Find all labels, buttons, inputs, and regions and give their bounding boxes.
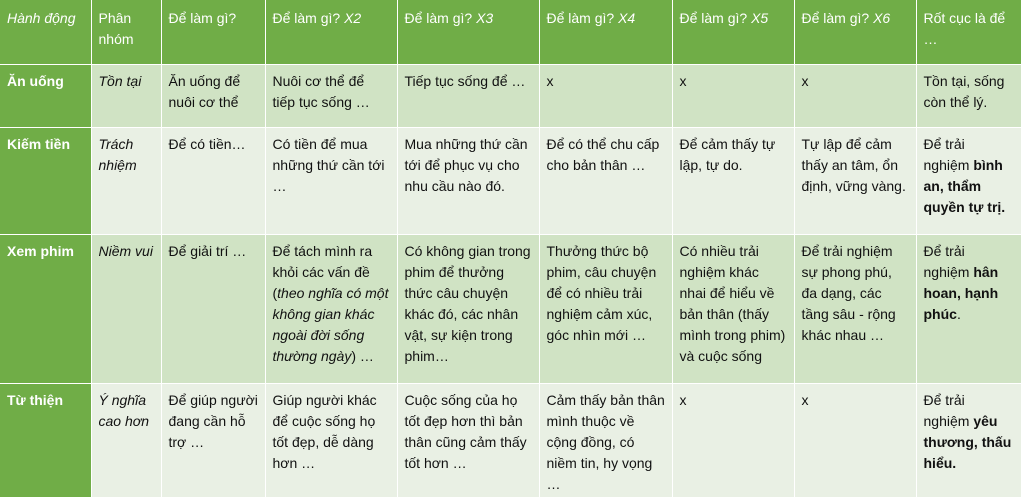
cell-why-2: Để tách mình ra khỏi các vấn đề (theo nghĩa có một không gian khác ngoài đời sống thường ngày) …: [265, 235, 397, 384]
cell-why-3: Có không gian trong phim để thưởng thức câu chuyện khác đó, các nhân vật, sự kiện trong phim…: [397, 235, 539, 384]
table-row: [0, 384, 1021, 498]
header-why-5: Để làm gì? X5: [672, 0, 794, 65]
cell-why-2: Nuôi cơ thể để tiếp tục sống …: [265, 65, 397, 128]
cell-why-4: Cảm thấy bản thân mình thuộc về cộng đồng, có niềm tin, hy vọng …: [539, 384, 672, 498]
cell-why-3: Mua những thứ cần tới để phục vụ cho nhu cầu nào đó.: [397, 128, 539, 235]
cell-why-5: x: [672, 384, 794, 498]
cell-why-4: Thưởng thức bộ phim, câu chuyện để có nhiều trải nghiệm cảm xúc, góc nhìn mới …: [539, 235, 672, 384]
cell-why-1: Ăn uống để nuôi cơ thể: [161, 65, 265, 128]
header-group: Phân nhóm: [91, 0, 161, 65]
header-why-4: Để làm gì? X4: [539, 0, 672, 65]
cell-final: Để trải nghiệm hân hoan, hạnh phúc.: [916, 235, 1021, 384]
cell-why-5: x: [672, 65, 794, 128]
cell-why-4: Để có thể chu cấp cho bản thân …: [539, 128, 672, 235]
cell-why-3: Tiếp tục sống để …: [397, 65, 539, 128]
cell-why-6: Tự lập để cảm thấy an tâm, ổn định, vững vàng.: [794, 128, 916, 235]
cell-why-6: x: [794, 384, 916, 498]
header-action: Hành động: [0, 0, 91, 65]
cell-why-3: Cuộc sống của họ tốt đẹp hơn thì bản thân cũng cảm thấy tốt hơn …: [397, 384, 539, 498]
row-group: Tồn tại: [91, 65, 161, 128]
header-final: Rốt cục là để …: [916, 0, 1021, 65]
row-group: Trách nhiệm: [91, 128, 161, 235]
header-why-1: Để làm gì?: [161, 0, 265, 65]
row-action: Ăn uống: [0, 65, 91, 128]
table-row: [0, 128, 1021, 235]
table-row: [0, 235, 1021, 384]
cell-why-4: x: [539, 65, 672, 128]
cell-final: Để trải nghiệm yêu thương, thấu hiểu.: [916, 384, 1021, 498]
cell-why-5: Có nhiều trải nghiệm khác nhai để hiểu về bản thân (thấy mình trong phim) và cuộc sống: [672, 235, 794, 384]
row-action: Kiếm tiền: [0, 128, 91, 235]
row-action: Từ thiện: [0, 384, 91, 498]
cell-why-2: Giúp người khác để cuộc sống họ tốt đẹp, dễ dàng hơn …: [265, 384, 397, 498]
header-why-3: Để làm gì? X3: [397, 0, 539, 65]
row-action: Xem phim: [0, 235, 91, 384]
header-why-2: Để làm gì? X2: [265, 0, 397, 65]
table-row: [0, 65, 1021, 128]
cell-why-6: Để trải nghiệm sự phong phú, đa dạng, các tầng sâu - rộng khác nhau …: [794, 235, 916, 384]
cell-why-1: Để có tiền…: [161, 128, 265, 235]
cell-why-1: Để giúp người đang cần hỗ trợ …: [161, 384, 265, 498]
cell-why-5: Để cảm thấy tự lập, tự do.: [672, 128, 794, 235]
cell-why-6: x: [794, 65, 916, 128]
cell-why-1: Để giải trí …: [161, 235, 265, 384]
cell-final: Tồn tại, sống còn thể lý.: [916, 65, 1021, 128]
cell-final: Để trải nghiệm bình an, thẩm quyền tự trị.: [916, 128, 1021, 235]
header-row: [0, 0, 1021, 65]
row-group: Ý nghĩa cao hơn: [91, 384, 161, 498]
cell-why-2: Có tiền để mua những thứ cần tới …: [265, 128, 397, 235]
row-group: Niềm vui: [91, 235, 161, 384]
header-why-6: Để làm gì? X6: [794, 0, 916, 65]
